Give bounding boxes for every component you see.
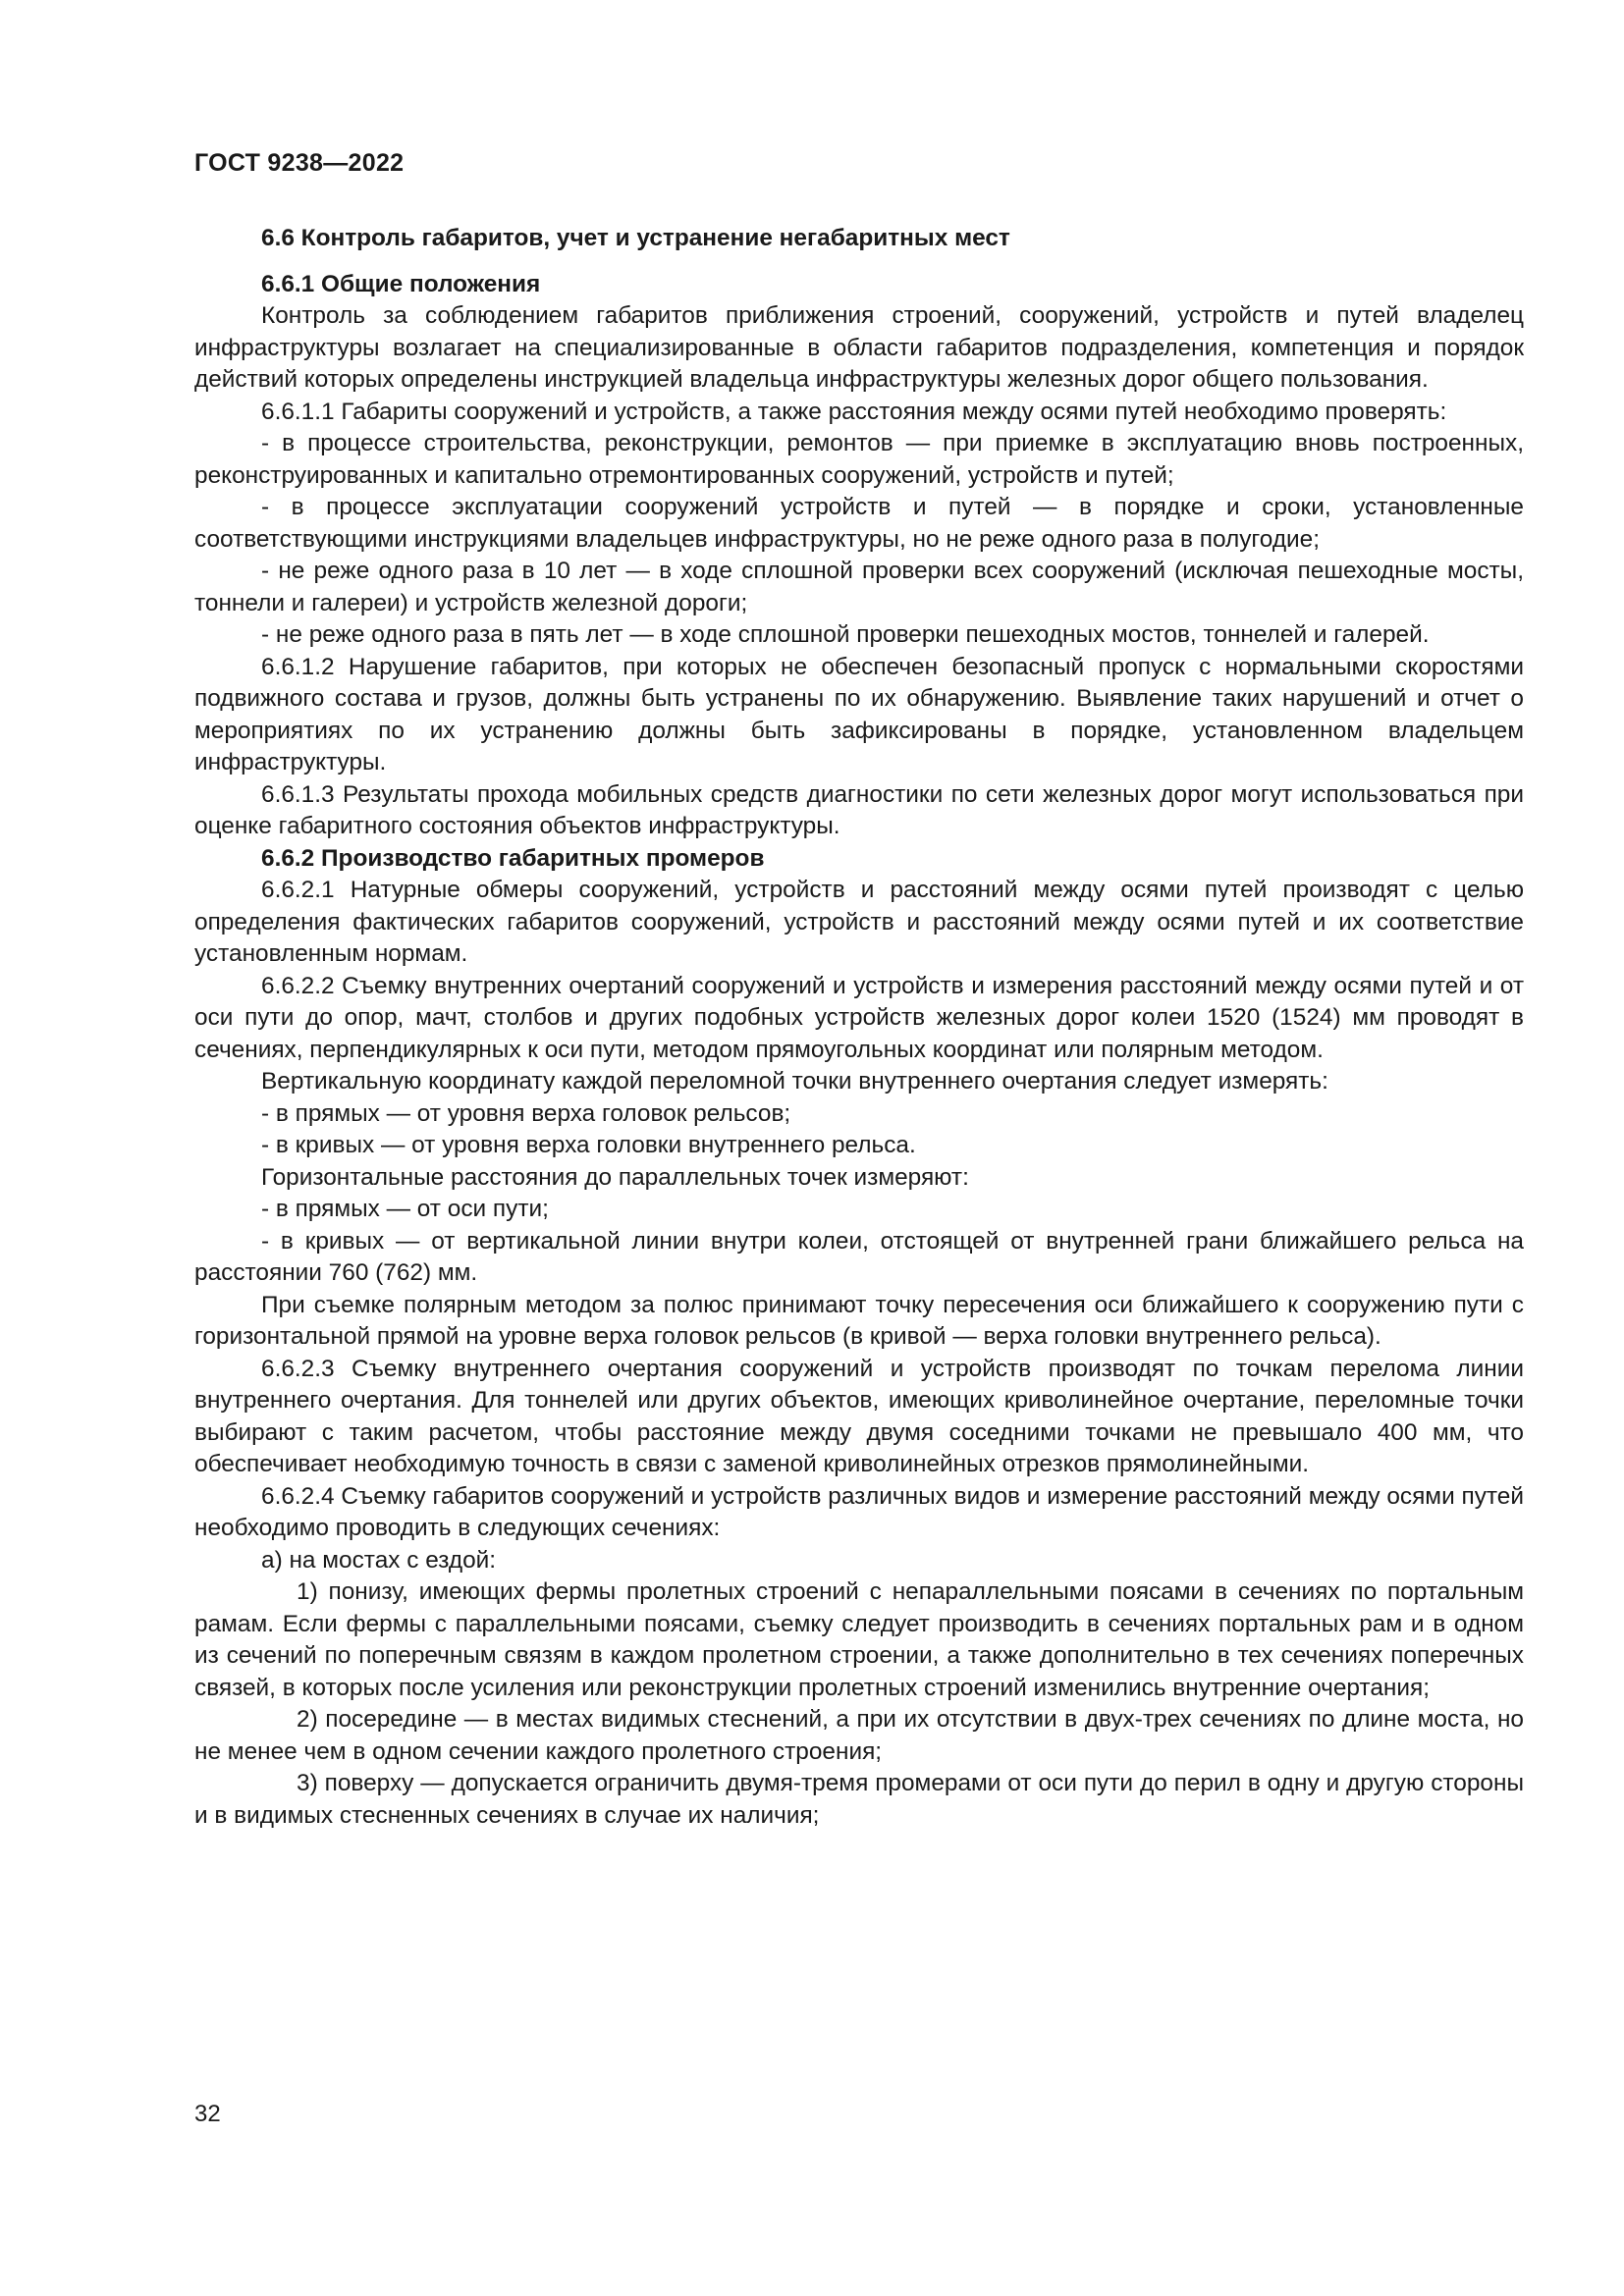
sub-list-item: 1) понизу, имеющих фермы пролетных строений с непараллельными поясами в сечениях по портальным рамам. Если фермы с параллельными поясами, съемку следует производить в сечениях портальных рам и в одном из сечений по поперечным связям в каждом пролетном строении, а также дополнительно в тех сечениях поперечных связей, в которых после усиления или реконструкции пролетных строений изменились внутренние очертания;	[194, 1578, 1524, 1701]
sub-list-item: 3) поверху — допускается ограничить двумя-тремя промерами от оси пути до перил в одну и другую стороны и в видимых стесненных сечениях в случае их наличия;	[194, 1770, 1524, 1829]
paragraph: При съемке полярным методом за полюс принимают точку пересечения оси ближайшего к сооружению пути с горизонтальной прямой на уровне верха головок рельсов (в кривой — верха головки внутреннего рельса).	[194, 1291, 1524, 1350]
document-body	[194, 223, 1524, 1832]
list-item: - не реже одного раза в пять лет — в ходе сплошной проверки пешеходных мостов, тоннелей и галерей.	[261, 621, 1430, 648]
list-item: - в прямых — от уровня верха головок рельсов;	[261, 1099, 791, 1127]
list-item: - в процессе строительства, реконструкции, ремонтов — при приемке в эксплуатацию вновь построенных, реконструированных и капитально отремонтированных сооружений, устройств и путей;	[194, 430, 1524, 489]
list-item: - в кривых — от вертикальной линии внутри колеи, отстоящей от внутренней грани ближайшего рельса на расстоянии 760 (762) мм.	[194, 1227, 1524, 1286]
sub-list-item: 2) посередине — в местах видимых стеснений, а при их отсутствии в двух-трех сечениях по длине моста, но не менее чем в одном сечении каждого пролетного строения;	[194, 1706, 1524, 1765]
paragraph: 6.6.2.4 Съемку габаритов сооружений и устройств различных видов и измерение расстояний между осями путей необходимо проводить в следующих сечениях:	[194, 1482, 1524, 1541]
list-item: - в прямых — от оси пути;	[261, 1196, 549, 1222]
paragraph: 6.6.1.2 Нарушение габаритов, при которых не обеспечен безопасный пропуск с нормальными скоростями подвижного состава и грузов, должны быть устранены по их обнаружению. Выявление таких нарушений и отчет о мероприятиях по их устранению должны быть зафиксированы в порядке, установленном владельцем инфраструктуры.	[194, 653, 1524, 775]
paragraph: Контроль за соблюдением габаритов приближения строений, сооружений, устройств и путей владелец инфраструктуры возлагает на специализированные в области габаритов подразделения, компетенция и порядок действий которых определены инструкцией владельца инфраструктуры железных дорог общего пользования.	[194, 302, 1524, 393]
paragraph: 6.6.1.1 Габариты сооружений и устройств, а также расстояния между осями путей необходимо проверять:	[261, 398, 1447, 425]
list-item: - в кривых — от уровня верха головки внутреннего рельса.	[261, 1132, 916, 1158]
page-number: 32	[194, 2101, 221, 2127]
document-code-header: ГОСТ 9238—2022	[194, 149, 405, 177]
paragraph: 6.6.2.2 Съемку внутренних очертаний сооружений и устройств и измерения расстояний между осями путей и от оси пути до опор, мачт, столбов и других подобных устройств железных дорог колеи 1520 (1524) мм проводят в сечениях, перпендикулярных к оси пути, методом прямоугольных координат или полярным методом.	[194, 972, 1524, 1063]
paragraph: 6.6.2.3 Съемку внутреннего очертания сооружений и устройств производят по точкам перелома линии внутреннего очертания. Для тоннелей или других объектов, имеющих криволинейное очертание, переломные точки выбирают с таким расчетом, чтобы расстояние между двумя соседними точками не превышало 400 мм, что обеспечивает необходимую точность в связи с заменой криволинейных отрезков прямолинейными.	[194, 1355, 1524, 1477]
paragraph: 6.6.2.1 Натурные обмеры сооружений, устройств и расстояний между осями путей производят с целью определения фактических габаритов сооружений, устройств и расстояний между осями путей и их соответствие установленным нормам.	[194, 877, 1524, 967]
subsection-heading: 6.6.1 Общие положения	[261, 270, 541, 297]
paragraph: 6.6.1.3 Результаты прохода мобильных средств диагностики по сети железных дорог могут использоваться при оценке габаритного состояния объектов инфраструктуры.	[194, 780, 1524, 839]
list-item: - в процессе эксплуатации сооружений устройств и путей — в порядке и сроки, установленные соответствующими инструкциями владельцев инфраструктуры, но не реже одного раза в полугодие;	[194, 494, 1524, 553]
paragraph: Вертикальную координату каждой переломной точки внутреннего очертания следует измерять:	[261, 1068, 1328, 1095]
paragraph: Горизонтальные расстояния до параллельных точек измеряют:	[261, 1163, 969, 1191]
list-item: - не реже одного раза в 10 лет — в ходе сплошной проверки всех сооружений (исключая пешеходные мосты, тоннели и галереи) и устройств железной дороги;	[194, 558, 1524, 616]
section-heading: 6.6 Контроль габаритов, учет и устранение негабаритных мест	[261, 225, 1010, 251]
list-item: а) на мостах с ездой:	[261, 1546, 497, 1574]
subsection-heading: 6.6.2 Производство габаритных промеров	[261, 844, 765, 872]
